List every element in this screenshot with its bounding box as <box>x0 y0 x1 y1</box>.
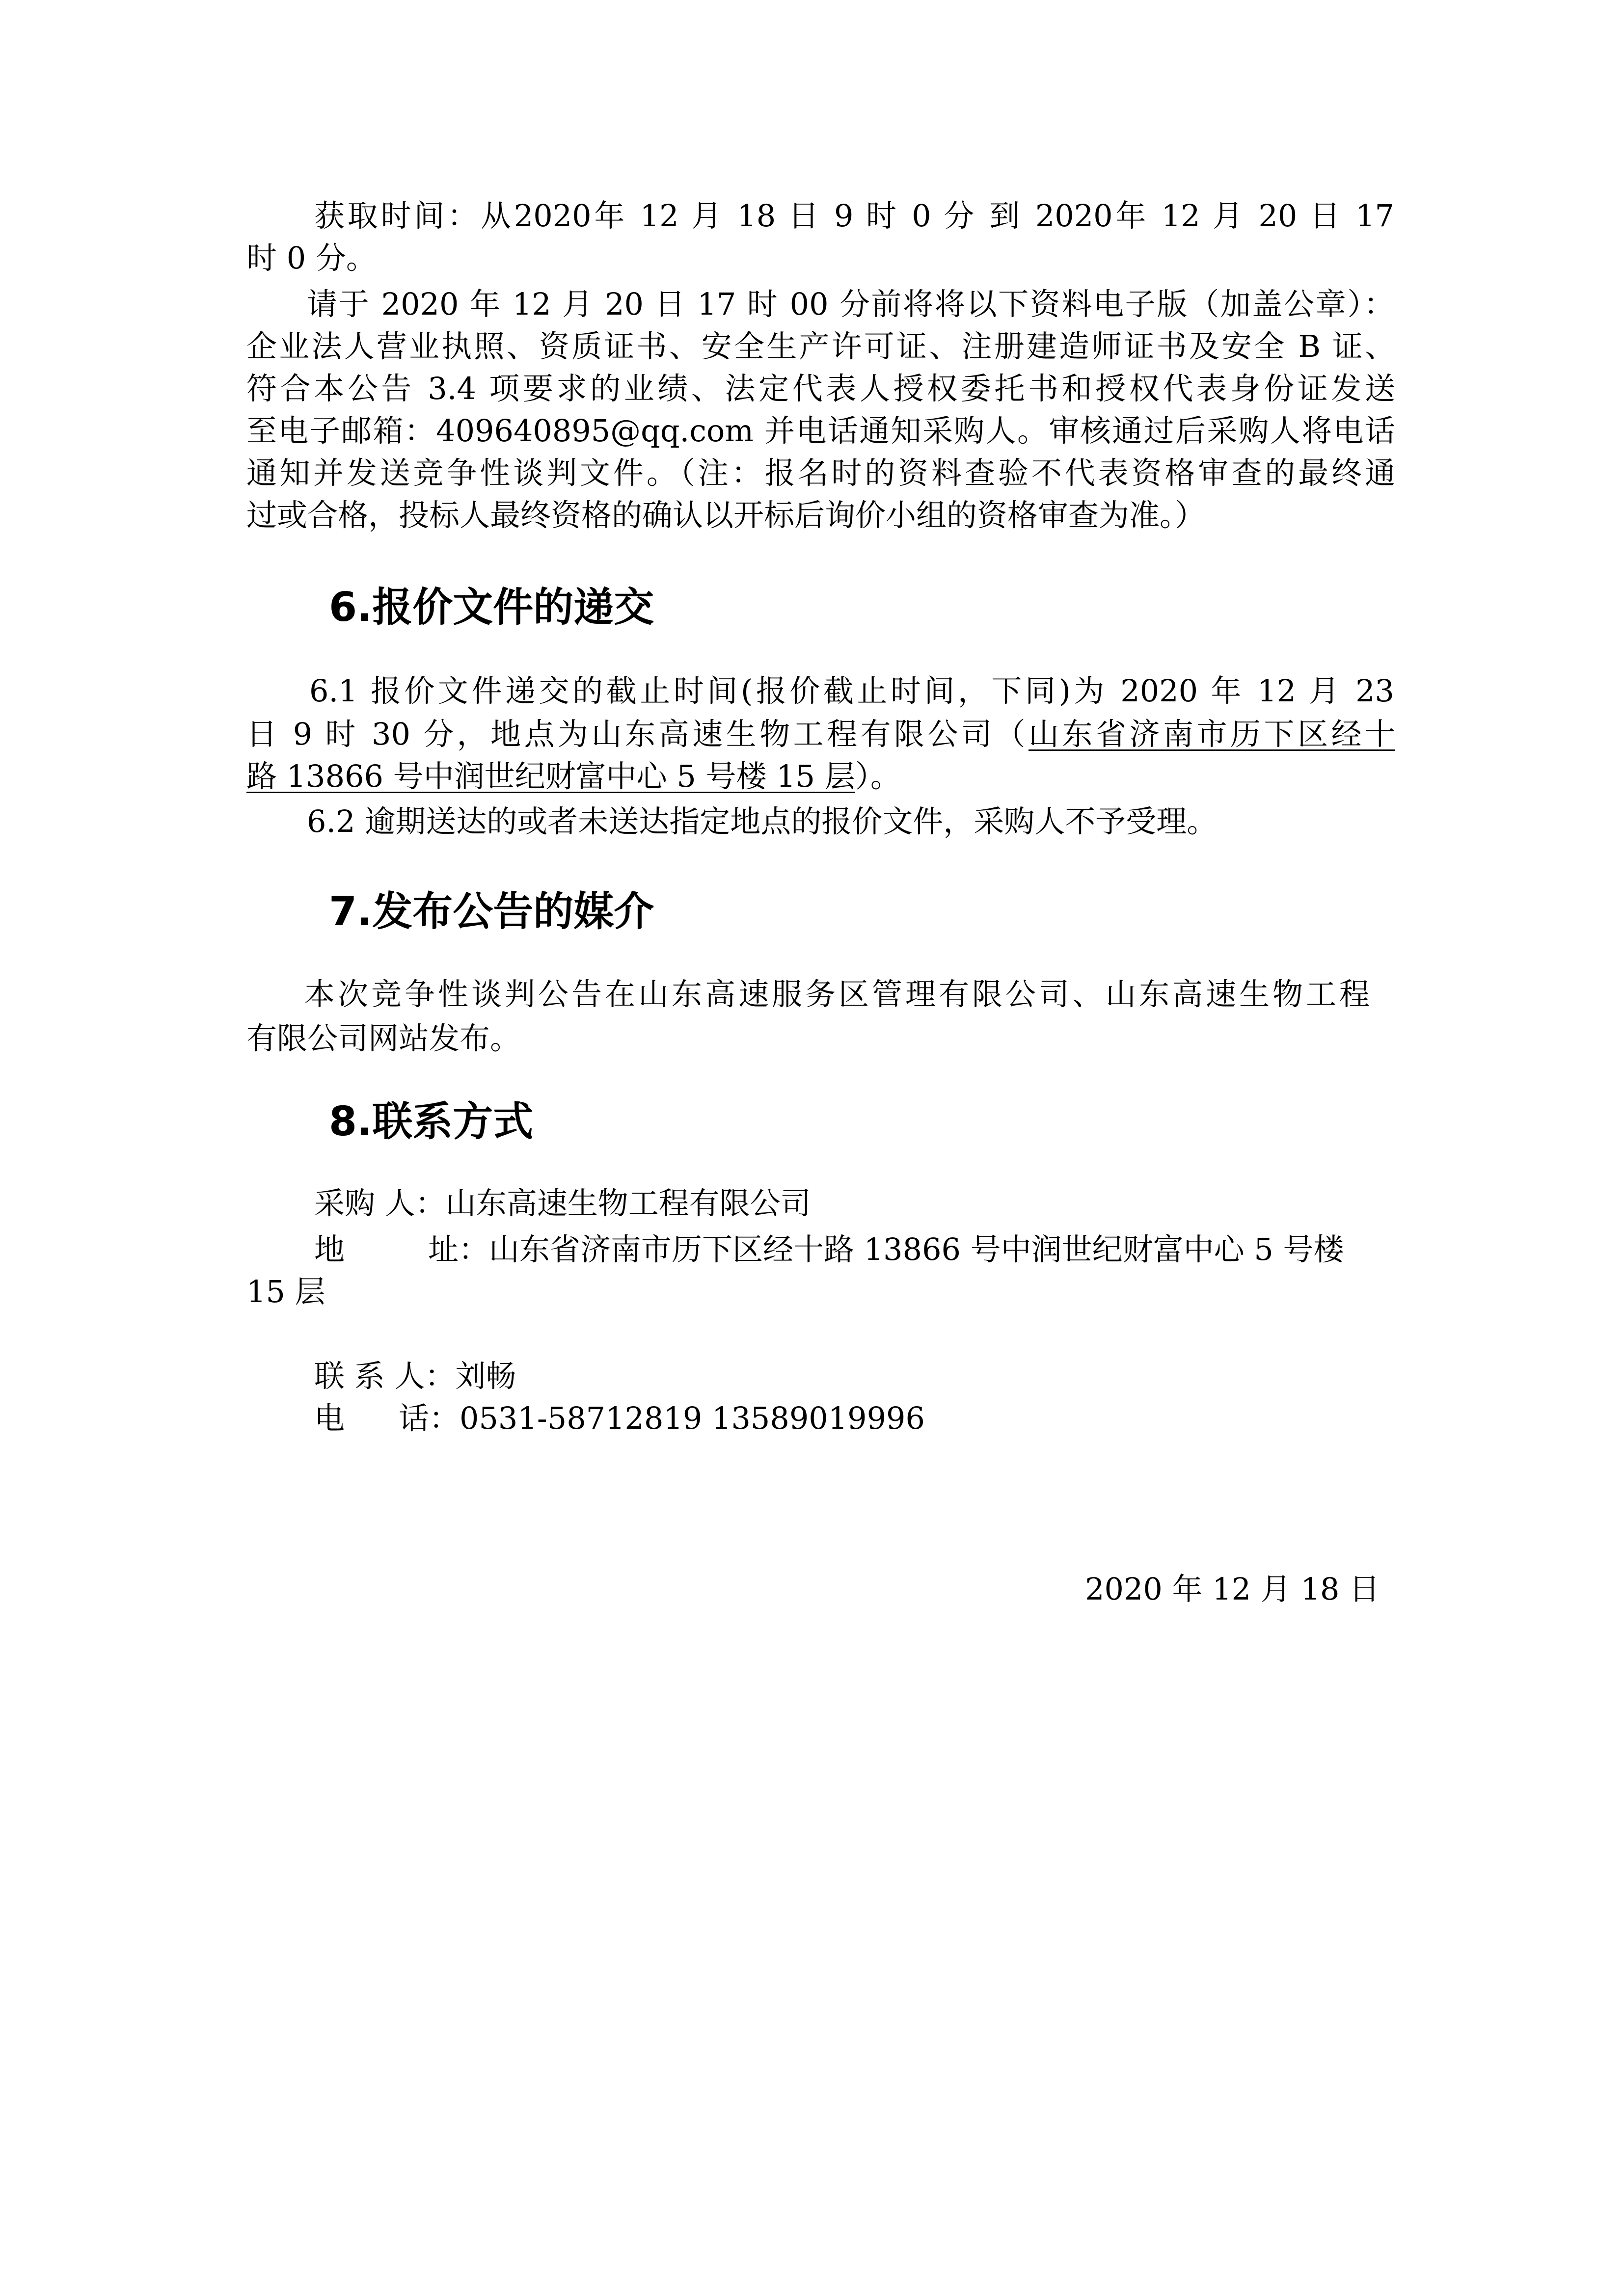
acquire-time-line-2: 时 0 分。 <box>246 240 377 276</box>
section-6-p1-line-3 <box>246 757 1395 796</box>
phone-row <box>314 1399 1394 1438</box>
submit-line-5: 通知并发送竞争性谈判文件。（注：报名时的资料查验不代表资格审查的最终通 <box>246 455 1395 491</box>
section-6-p2: 6.2 逾期送达的或者未送达指定地点的报价文件，采购人不予受理。 <box>307 803 1218 839</box>
phone-value: 0531-58712819 13589019996 <box>460 1400 925 1436</box>
purchaser-value: 山东高速生物工程有限公司 <box>445 1185 811 1221</box>
section-7-heading: 7.发布公告的媒介 <box>329 888 654 935</box>
section-6-p1-line-2-text: 日 9 时 30 分，地点为山东高速生物工程有限公司（ <box>246 716 1029 752</box>
address-row <box>314 1230 1394 1269</box>
submit-line-2: 企业法人营业执照、资质证书、安全生产许可证、注册建造师证书及安全 B 证、 <box>246 328 1395 364</box>
address-value: 山东省济南市历下区经十路 13866 号中润世纪财富中心 5 号楼 <box>489 1231 1344 1267</box>
address-underlined-part-2: 路 13866 号中润世纪财富中心 5 号楼 15 层 <box>246 758 855 794</box>
purchaser-row <box>314 1184 1394 1223</box>
section-6-p1-line-3-tail: ）。 <box>855 758 901 794</box>
contact-label: 联 系 人： <box>314 1358 456 1394</box>
address-underlined-part-1: 山东省济南市历下区经十 <box>1029 716 1395 752</box>
section-7-line-2: 有限公司网站发布。 <box>246 1020 521 1056</box>
section-6-p1-line-2 <box>246 715 1395 754</box>
address-label-char-1: 地 <box>314 1231 345 1267</box>
phone-label-char-2: 话： <box>399 1400 460 1436</box>
section-6-p1-line-1: 6.1 报价文件递交的截止时间(报价截止时间，下同)为 2020 年 12 月 23 <box>309 673 1394 709</box>
acquire-time-line-1: 获取时间：从2020年 12 月 18 日 9 时 0 分 到 2020年 12 月 20 日 17 <box>314 198 1394 234</box>
address-continuation: 15 层 <box>246 1274 325 1309</box>
address-label-char-2: 址： <box>428 1231 489 1267</box>
submit-line-3: 符合本公告 3.4 项要求的业绩、法定代表人授权委托书和授权代表身份证发送 <box>246 371 1395 406</box>
submit-line-1: 请于 2020 年 12 月 20 日 17 时 00 分前将将以下资料电子版（加盖公章）： <box>307 286 1394 322</box>
purchaser-label: 采购 人： <box>314 1185 446 1221</box>
section-6-heading: 6.报价文件的递交 <box>329 584 654 631</box>
contact-value: 刘畅 <box>455 1358 516 1394</box>
phone-label-char-1: 电 <box>314 1400 345 1436</box>
submit-line-4: 至电子邮箱：409640895@qq.com 并电话通知采购人。审核通过后采购人将电话 <box>246 413 1395 449</box>
document-date: 2020 年 12 月 18 日 <box>1085 1571 1380 1607</box>
contact-row <box>314 1357 1394 1396</box>
submit-line-6: 过或合格，投标人最终资格的确认以开标后询价小组的资格审查为准。） <box>246 497 1206 533</box>
section-7-line-1: 本次竞争性谈判公告在山东高速服务区管理有限公司、山东高速生物工程 <box>304 976 1370 1012</box>
section-8-heading: 8.联系方式 <box>329 1098 534 1145</box>
